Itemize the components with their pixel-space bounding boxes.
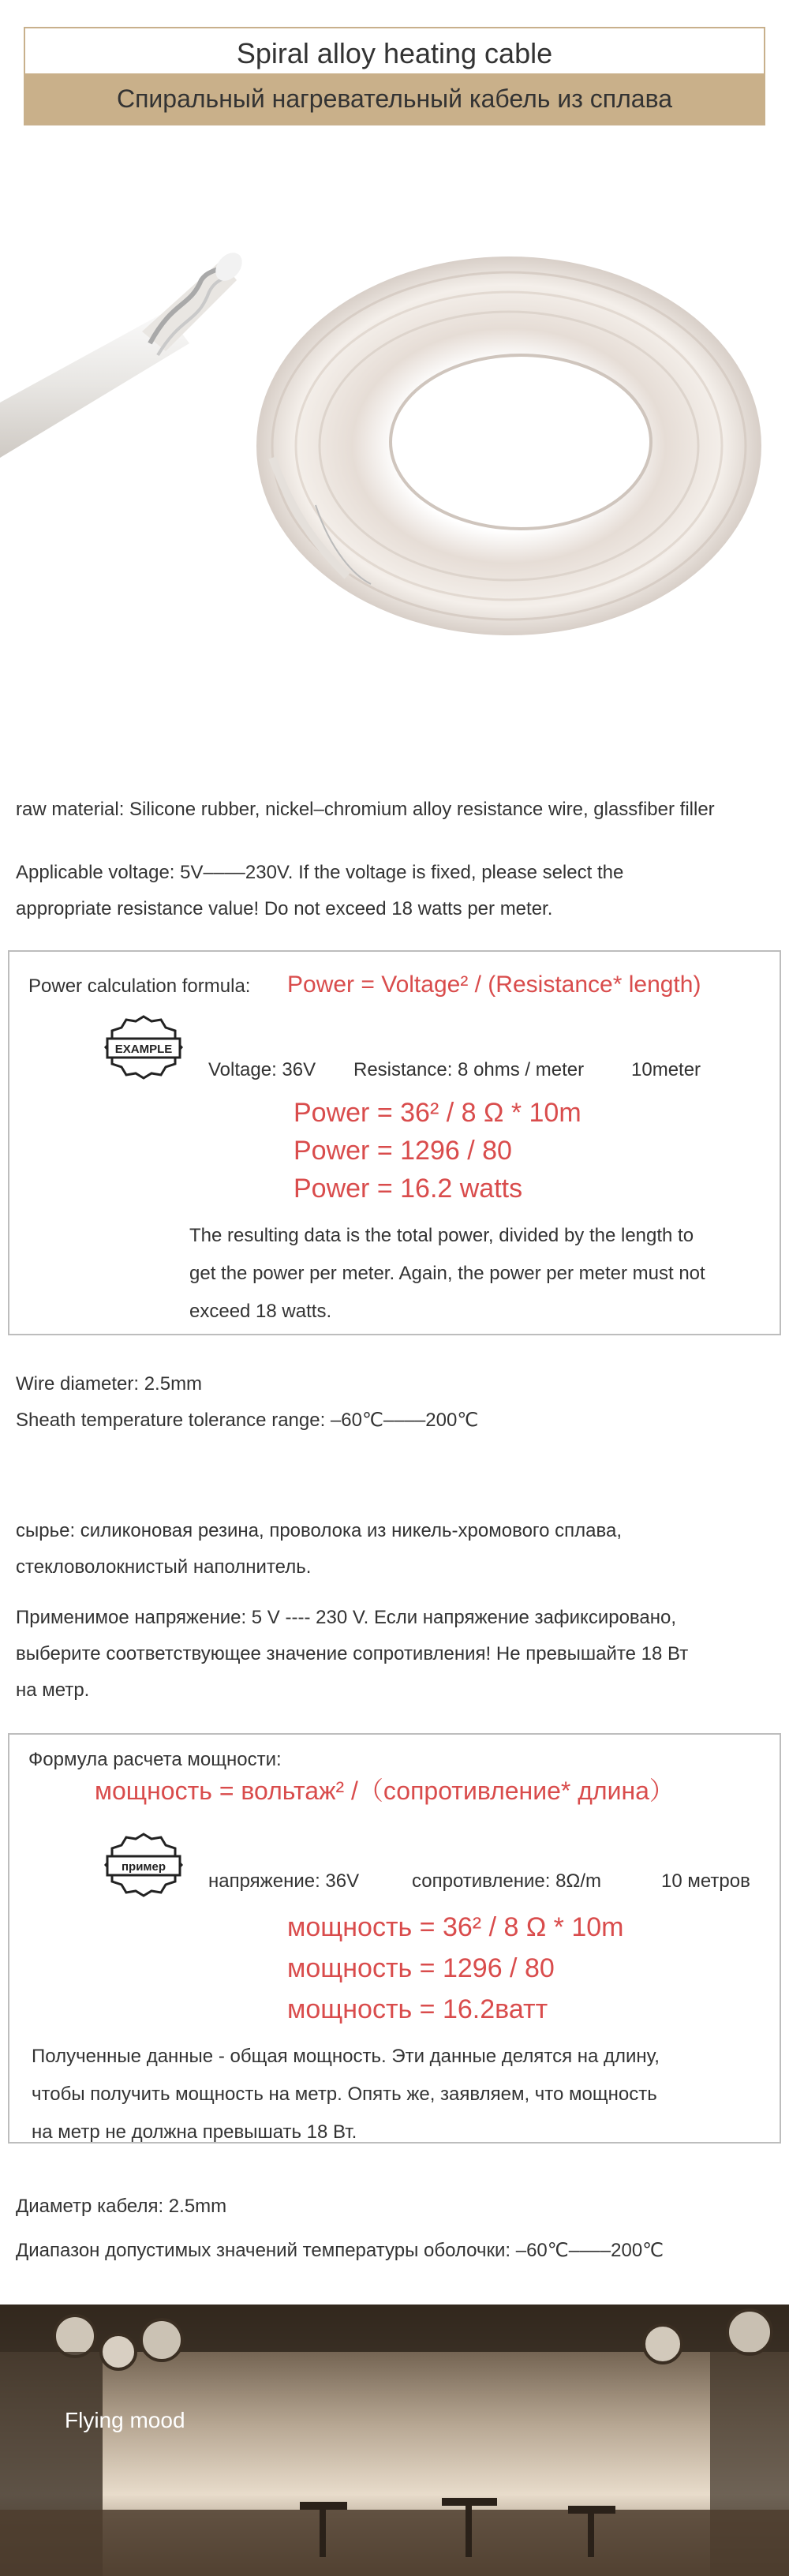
example-resistance-ru: сопротивление: 8Ω/m: [412, 1870, 602, 1892]
formula-box-en: [8, 950, 781, 1335]
svg-text:EXAMPLE: EXAMPLE: [114, 1043, 173, 1056]
formula-ru: мощность = вольтаж² /（сопротивление* длина）: [95, 1777, 675, 1805]
example-stamp-icon: [103, 1012, 185, 1083]
example-length-en: 10meter: [631, 1059, 701, 1080]
voltage-en-line1: Applicable voltage: 5V––––230V. If the voltage is fixed, please select the: [16, 862, 624, 883]
voltage-ru-line3: на метр.: [16, 1679, 90, 1701]
calc-step2-en: Power = 1296 / 80: [294, 1136, 512, 1166]
voltage-en-line2: appropriate resistance value! Do not exceed 18 watts per meter.: [16, 898, 553, 919]
example-voltage-en: Voltage: 36V: [208, 1059, 316, 1080]
svg-text:пример: пример: [121, 1860, 166, 1874]
example-stamp-ru-icon: [103, 1829, 185, 1900]
example-resistance-en: Resistance: 8 ohms / meter: [353, 1059, 585, 1080]
formula-box-ru: [8, 1733, 781, 2144]
banner-caption: Flying mood: [65, 2408, 185, 2432]
wire-diameter-en: Wire diameter: 2.5mm: [16, 1373, 203, 1395]
product-photo: [0, 174, 789, 726]
example-voltage-ru: напряжение: 36V: [208, 1870, 360, 1892]
cable-end-closeup: [0, 248, 248, 458]
calc-step2-ru: мощность = 1296 / 80: [287, 1953, 555, 1983]
formula-label-ru: Формула расчета мощности:: [28, 1749, 282, 1770]
sheath-temp-en: Sheath temperature tolerance range: –60℃––––200℃: [16, 1410, 479, 1431]
sheath-temp-ru: Диапазон допустимых значений температуры оболочки: –60℃––––200℃: [16, 2240, 664, 2261]
calc-step3-en: Power = 16.2 watts: [294, 1174, 523, 1204]
calc-step3-ru: мощность = 16.2ватт: [287, 1994, 548, 2024]
note-en-line3: exceed 18 watts.: [189, 1301, 332, 1322]
lifestyle-banner: [0, 2305, 789, 2576]
raw-material-ru-line1: сырье: силиконовая резина, проволока из никель-хромового сплава,: [16, 1520, 622, 1541]
note-ru-line1: Полученные данные - общая мощность. Эти данные делятся на длину,: [32, 2046, 660, 2067]
example-length-ru: 10 метров: [661, 1870, 750, 1892]
note-en-line1: The resulting data is the total power, divided by the length to: [189, 1225, 694, 1246]
formula-en: Power = Voltage² / (Resistance* length): [287, 972, 701, 998]
title-russian: Спиральный нагревательный кабель из сплава: [25, 73, 764, 124]
raw-material-en: raw material: Silicone rubber, nickel–chromium alloy resistance wire, glassfiber filler: [16, 799, 715, 820]
title-header: [24, 27, 765, 125]
voltage-ru-line2: выберите соответствующее значение сопротивления! Не превышайте 18 Вт: [16, 1643, 689, 1664]
note-ru-line3: на метр не должна превышать 18 Вт.: [32, 2121, 357, 2143]
raw-material-ru-line2: стекловолокнистый наполнитель.: [16, 1556, 312, 1578]
voltage-ru-line1: Применимое напряжение: 5 V ---- 230 V. Если напряжение зафиксировано,: [16, 1607, 677, 1628]
cable-coil: [256, 256, 761, 635]
calc-step1-ru: мощность = 36² / 8 Ω * 10m: [287, 1912, 624, 1942]
calc-step1-en: Power = 36² / 8 Ω * 10m: [294, 1098, 581, 1128]
note-ru-line2: чтобы получить мощность на метр. Опять же, заявляем, что мощность: [32, 2084, 657, 2105]
title-english: Spiral alloy heating cable: [236, 37, 553, 69]
wire-diameter-ru: Диаметр кабеля: 2.5mm: [16, 2196, 227, 2217]
note-en-line2: get the power per meter. Again, the power per meter must not: [189, 1263, 705, 1284]
formula-label-en: Power calculation formula:: [28, 975, 251, 997]
